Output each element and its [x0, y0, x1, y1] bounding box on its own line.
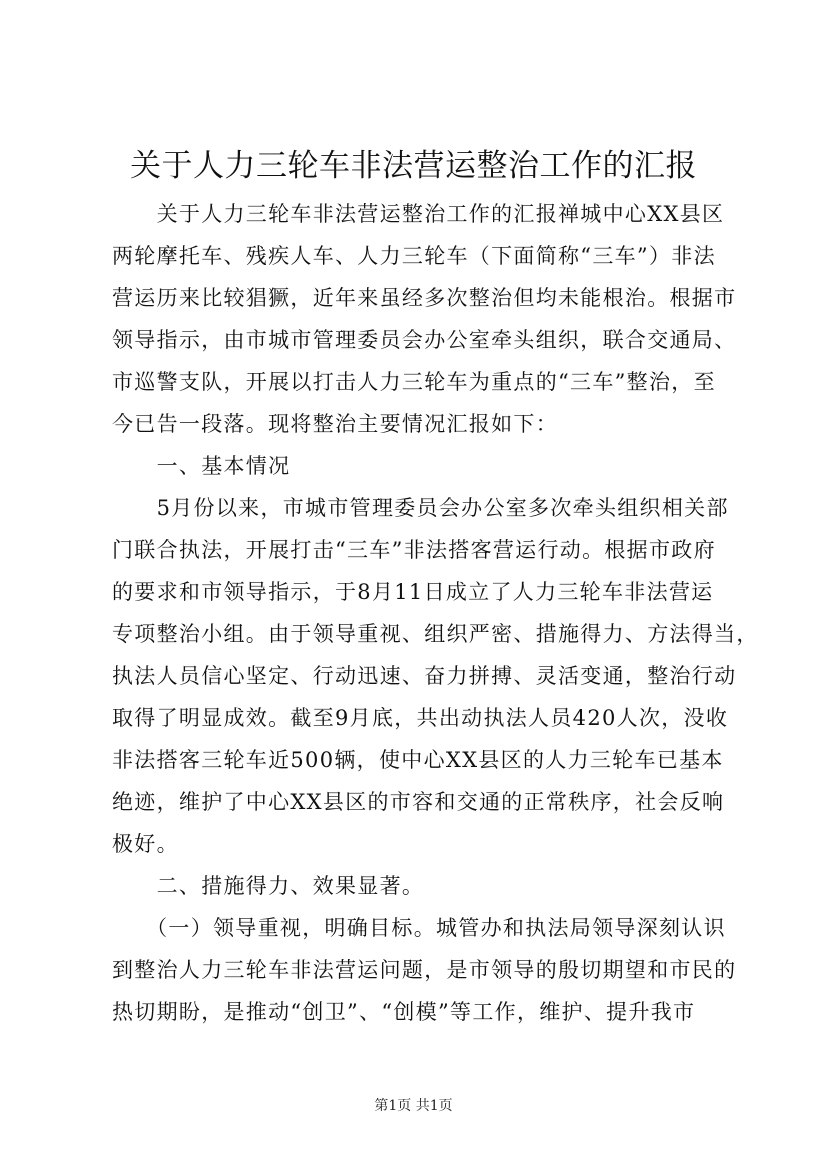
- document-title: 关于人力三轮车非法营运整治工作的汇报: [130, 148, 697, 184]
- body-line: 5月份以来，市城市管理委员会办公室多次牵头组织相关部: [112, 496, 729, 520]
- body-line: 热切期盼，是推动“创卫”、“创模”等工作，维护、提升我市: [112, 1000, 696, 1024]
- body-line: （一）领导重视，明确目标。城管办和执法局领导深刻认识: [112, 916, 726, 940]
- body-line: 非法搭客三轮车近500辆，使中心XX县区的人力三轮车已基本: [112, 748, 724, 772]
- body-line: 取得了明显成效。截至9月底，共出动执法人员420人次，没收: [112, 706, 729, 730]
- body-line: 营运历来比较猖獗，近年来虽经多次整治但均未能根治。根据市: [112, 286, 737, 310]
- body-line: 门联合执法，开展打击“三车”非法搭客营运行动。根据市政府: [112, 538, 716, 562]
- body-line: 绝迹，维护了中心XX县区的市容和交通的正常秩序，社会反响: [112, 790, 725, 814]
- body-line: 极好。: [112, 832, 179, 856]
- body-line: 今已告一段落。现将整治主要情况汇报如下：: [112, 412, 558, 436]
- body-line: 的要求和市领导指示，于8月11日成立了人力三轮车非法营运: [112, 580, 714, 604]
- section-heading: 一、基本情况: [112, 454, 291, 478]
- section-heading: 二、措施得力、效果显著。: [112, 874, 425, 898]
- document-body: [112, 193, 759, 1033]
- body-line: 到整治人力三轮车非法营运问题，是市领导的殷切期望和市民的: [112, 958, 737, 982]
- body-line: 领导指示，由市城市管理委员会办公室牵头组织，联合交通局、: [112, 328, 737, 352]
- body-line: 市巡警支队，开展以打击人力三轮车为重点的“三车”整治，至: [112, 370, 716, 394]
- body-line: 关于人力三轮车非法营运整治工作的汇报禅城中心XX县区: [112, 202, 725, 226]
- body-line: 两轮摩托车、残疾人车、人力三轮车（下面简称“三车”）非法: [112, 244, 716, 268]
- page-footer: 第1页 共1页: [374, 1098, 453, 1114]
- body-line: 执法人员信心坚定、行动迅速、奋力拼搏、灵活变通，整治行动: [112, 664, 737, 688]
- body-line: 专项整治小组。由于领导重视、组织严密、措施得力、方法得当，: [112, 622, 759, 646]
